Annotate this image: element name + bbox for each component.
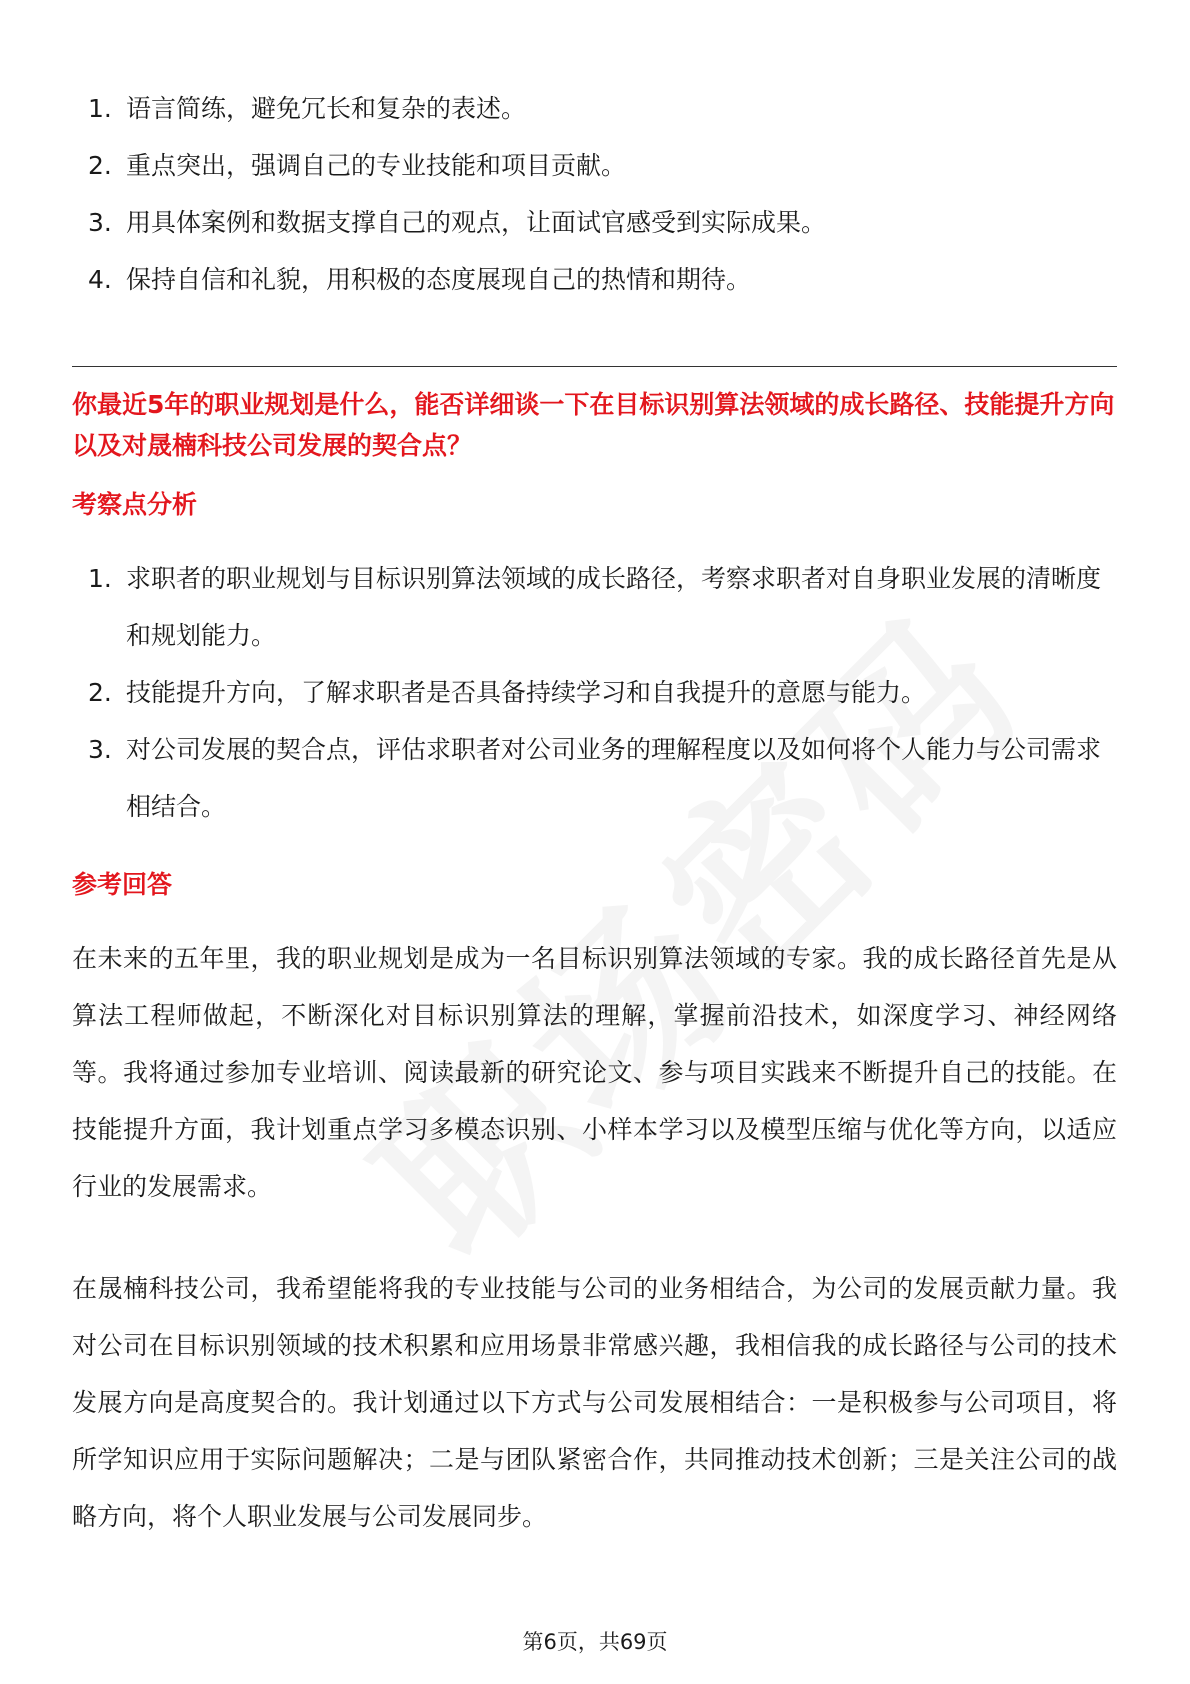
section-divider xyxy=(72,366,1117,367)
list-item xyxy=(72,664,1117,721)
list-item-number: 3. xyxy=(88,208,112,237)
list-item-number: 2. xyxy=(88,151,112,180)
analysis-title: 考察点分析 xyxy=(72,490,198,519)
list-item xyxy=(72,721,1117,835)
answer-paragraph: 在晟楠科技公司，我希望能将我的专业技能与公司的业务相结合，为公司的发展贡献力量。我对公司在目标识别领域的技术积累和应用场景非常感兴趣，我相信我的成长路径与公司的技术发展方向是高度契合的。我计划通过以下方式与公司发展相结合：一是积极参与公司项目，将所学知识应用于实际问题解决；二是与团队紧密合作，共同推动技术创新；三是关注公司的战略方向，将个人职业发展与公司发展同步。 xyxy=(72,1274,1117,1531)
question-heading: 你最近5年的职业规划是什么，能否详细谈一下在目标识别算法领域的成长路径、技能提升方向以及对晟楠科技公司发展的契合点？ xyxy=(72,390,1115,460)
answer-paragraph: 在未来的五年里，我的职业规划是成为一名目标识别算法领域的专家。我的成长路径首先是从算法工程师做起，不断深化对目标识别算法的理解，掌握前沿技术，如深度学习、神经网络等。我将通过参加专业培训、阅读最新的研究论文、参与项目实践来不断提升自己的技能。在技能提升方面，我计划重点学习多模态识别、小样本学习以及模型压缩与优化等方向，以适应行业的发展需求。 xyxy=(72,944,1117,1201)
list-item-text: 技能提升方向，了解求职者是否具备持续学习和自我提升的意愿与能力。 xyxy=(126,678,927,707)
list-item-number: 2. xyxy=(88,678,112,707)
list-item xyxy=(72,137,1117,194)
list-item-text: 保持自信和礼貌，用积极的态度展现自己的热情和期待。 xyxy=(126,265,752,294)
list-item-number: 1. xyxy=(88,94,112,123)
list-item-text: 语言简练，避免冗长和复杂的表述。 xyxy=(126,94,527,123)
answer-title: 参考回答 xyxy=(72,870,173,899)
list-item-text: 求职者的职业规划与目标识别算法领域的成长路径，考察求职者对自身职业发展的清晰度和规划能力。 xyxy=(126,564,1102,650)
list-item-number: 1. xyxy=(88,564,112,593)
list-item xyxy=(72,80,1117,137)
list-item-text: 对公司发展的契合点，评估求职者对公司业务的理解程度以及如何将个人能力与公司需求相结合。 xyxy=(126,735,1102,821)
list-item-number: 4. xyxy=(88,265,112,294)
list-item xyxy=(72,251,1117,308)
tips-list xyxy=(72,80,1117,308)
list-item-text: 重点突出，强调自己的专业技能和项目贡献。 xyxy=(126,151,627,180)
analysis-list xyxy=(72,550,1117,835)
list-item xyxy=(72,550,1117,664)
list-item xyxy=(72,194,1117,251)
list-item-number: 3. xyxy=(88,735,112,764)
page-number: 第6页，共69页 xyxy=(522,1630,668,1654)
list-item-text: 用具体案例和数据支撑自己的观点，让面试官感受到实际成果。 xyxy=(126,208,827,237)
